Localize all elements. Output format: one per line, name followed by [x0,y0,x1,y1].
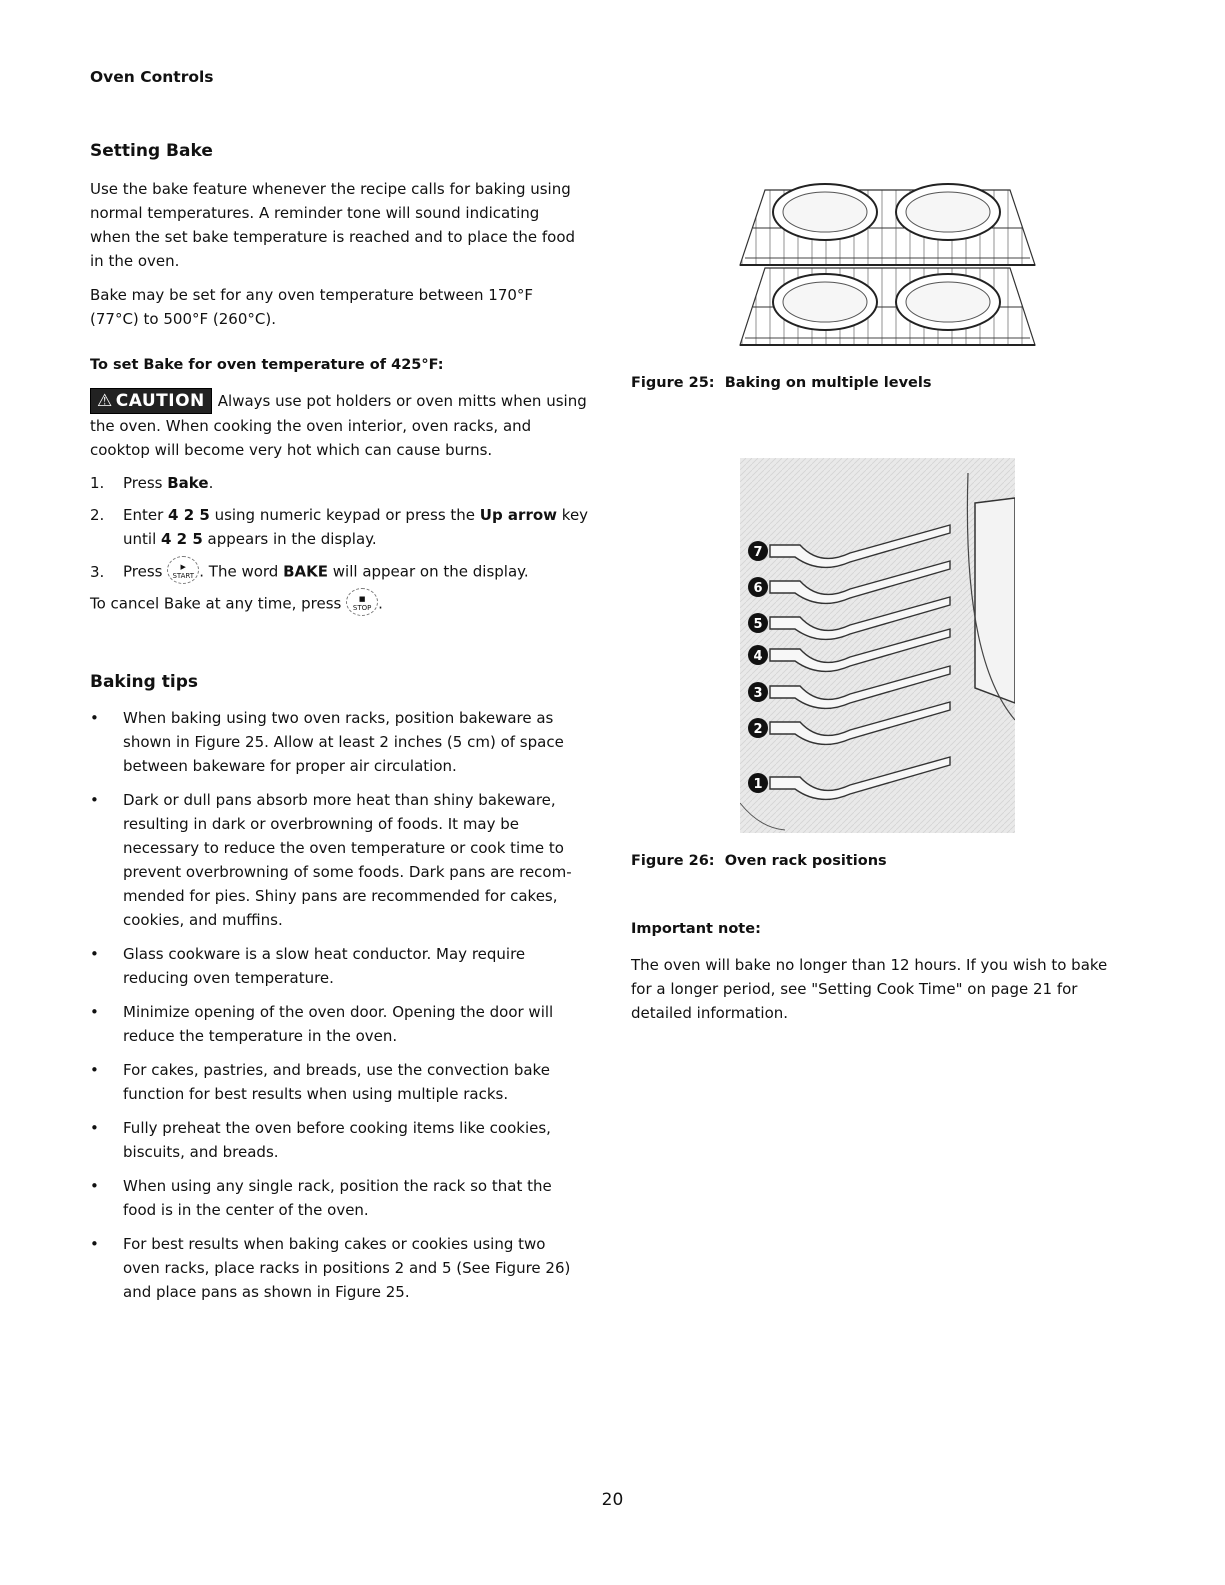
rack-position-label: 3 [753,686,763,701]
step-1 [90,471,213,495]
step-bold: Bake [167,474,209,492]
list-item [90,942,590,990]
text-line: between bakeware for proper air circulation. [123,757,457,775]
text-line: when the set bake temperature is reached and to place the food [90,228,576,246]
bullet-icon: • [90,791,99,809]
bake-range-paragraph [90,283,600,331]
baking-tips-title: Baking tips [90,672,198,692]
step-text: will appear on the display. [328,562,529,581]
text-line: Use the bake feature whenever the recipe calls for baking using [90,180,571,198]
pan-inner [783,192,867,232]
list-item [90,1058,590,1106]
text-line: reducing oven temperature. [123,969,334,987]
text-line: oven racks, place racks in positions 2 and 5 (See Figure 26) [123,1259,571,1277]
text-line: Bake may be set for any oven temperature between 170°F [90,286,534,304]
step-text: Enter [123,506,169,524]
step-number: 3. [90,562,105,581]
step-text: appears in the display. [202,530,377,548]
text-line: food is in the center of the oven. [123,1201,369,1219]
key-label: START [172,572,195,580]
caution-first-line [90,388,600,414]
step-bold: 4 2 5 [168,506,210,524]
list-item [90,1232,590,1304]
caution-badge [90,388,212,414]
rack-position-label: 7 [753,545,763,560]
text-line: resulting in dark or overbrowning of foods. It may be [123,815,520,833]
step-3 [90,558,529,586]
cancel-text: . [378,594,383,613]
list-item [90,1000,590,1048]
oven-back-wall [975,498,1015,703]
page-number: 20 [601,1490,624,1510]
text-line: reduce the temperature in the oven. [123,1027,398,1045]
pan-inner [906,192,990,232]
text-line: necessary to reduce the oven temperature or cook time to [123,839,564,857]
rack-position-label: 4 [753,649,763,664]
step-text: . [208,474,214,492]
bullet-icon: • [90,1177,99,1195]
figure-25-racks-illustration [735,180,1040,355]
baking-tips-list [90,706,590,1314]
step-text: key [557,506,589,524]
important-note-body [631,953,1171,1025]
caution-label: CAUTION [115,391,205,411]
cancel-text: To cancel Bake at any time, press [90,594,347,613]
text-line: Minimize opening of the oven door. Opening the door will [123,1003,554,1021]
step-text: until [123,530,161,548]
text-line: prevent overbrowning of some foods. Dark pans are recom- [123,863,572,881]
text-line: Fully preheat the oven before cooking items like cookies, [123,1119,551,1137]
text-line: in the oven. [90,252,180,270]
warning-triangle-icon: ⚠ [97,391,113,411]
figure-number: Figure 25: [631,375,715,391]
text-line: normal temperatures. A reminder tone will sound indicating [90,204,540,222]
rack-position-label: 2 [753,722,763,737]
figure-number: Figure 26: [631,853,715,869]
text-line: cooktop will become very hot which can cause burns. [90,441,493,459]
bullet-icon: • [90,1119,99,1137]
list-item [90,788,590,932]
setting-bake-title: Setting Bake [90,141,213,161]
cancel-instruction [90,590,383,618]
text-line: mended for pies. Shiny pans are recommended for cakes, [123,887,558,905]
text-line: and place pans as shown in Figure 25. [123,1283,410,1301]
bullet-icon: • [90,1003,99,1021]
step-2 [90,503,588,551]
bullet-icon: • [90,709,99,727]
text-line: Dark or dull pans absorb more heat than shiny bakeware, [123,791,556,809]
text-line: When using any single rack, position the rack so that the [123,1177,552,1195]
list-item [90,1116,590,1164]
text-line: (77°C) to 500°F (260°C). [90,310,276,328]
step-number: 1. [90,474,105,492]
list-item [90,706,590,778]
figure-title: Baking on multiple levels [724,375,932,391]
step-bold: BAKE [283,562,329,581]
step-text: using numeric keypad or press the [209,506,480,524]
stop-key-icon [346,588,378,616]
play-icon: ▶ [180,563,186,571]
text-line: detailed information. [631,1004,789,1022]
text-line: the oven. When cooking the oven interior, oven racks, and [90,417,532,435]
text-line: When baking using two oven racks, position bakeware as [123,709,554,727]
step-number: 2. [90,506,105,524]
caution-block [90,388,600,462]
stop-square-icon: ■ [358,595,366,603]
text-line: For best results when baking cakes or cookies using two [123,1235,546,1253]
pan-inner [906,282,990,322]
text-line: shown in Figure 25. Allow at least 2 inches (5 cm) of space [123,733,564,751]
text-line: function for best results when using multiple racks. [123,1085,509,1103]
step-text: Press [123,562,168,581]
text-line: for a longer period, see "Setting Cook Time" on page 21 for [631,980,1078,998]
figure-25-caption [631,375,931,391]
caution-text: Always use pot holders or oven mitts when using [217,392,587,410]
step-bold: Up arrow [479,506,558,524]
step-text: . The word [199,562,284,581]
bullet-icon: • [90,945,99,963]
key-label: STOP [352,604,372,612]
step-bold: 4 2 5 [161,530,203,548]
start-key-icon [167,556,199,584]
important-note-title: Important note: [631,921,761,937]
figure-26-rack-positions-illustration [740,458,1015,833]
text-line: Glass cookware is a slow heat conductor. May require [123,945,526,963]
text-line: biscuits, and breads. [123,1143,279,1161]
text-line: The oven will bake no longer than 12 hours. If you wish to bake [631,956,1108,974]
set-bake-subheading: To set Bake for oven temperature of 425°F: [90,357,444,373]
figure-26-caption [631,853,887,869]
bullet-icon: • [90,1235,99,1253]
rack-position-label: 1 [753,777,763,792]
section-header: Oven Controls [90,68,214,86]
bullet-icon: • [90,1061,99,1079]
step-text: Press [123,474,168,492]
rack-position-label: 6 [753,581,763,596]
text-line: cookies, and muffins. [123,911,283,929]
figure-title: Oven rack positions [724,853,887,869]
pan-inner [783,282,867,322]
text-line: For cakes, pastries, and breads, use the convection bake [123,1061,550,1079]
list-item [90,1174,590,1222]
bake-intro-paragraph [90,177,600,273]
rack-position-label: 5 [753,617,763,632]
